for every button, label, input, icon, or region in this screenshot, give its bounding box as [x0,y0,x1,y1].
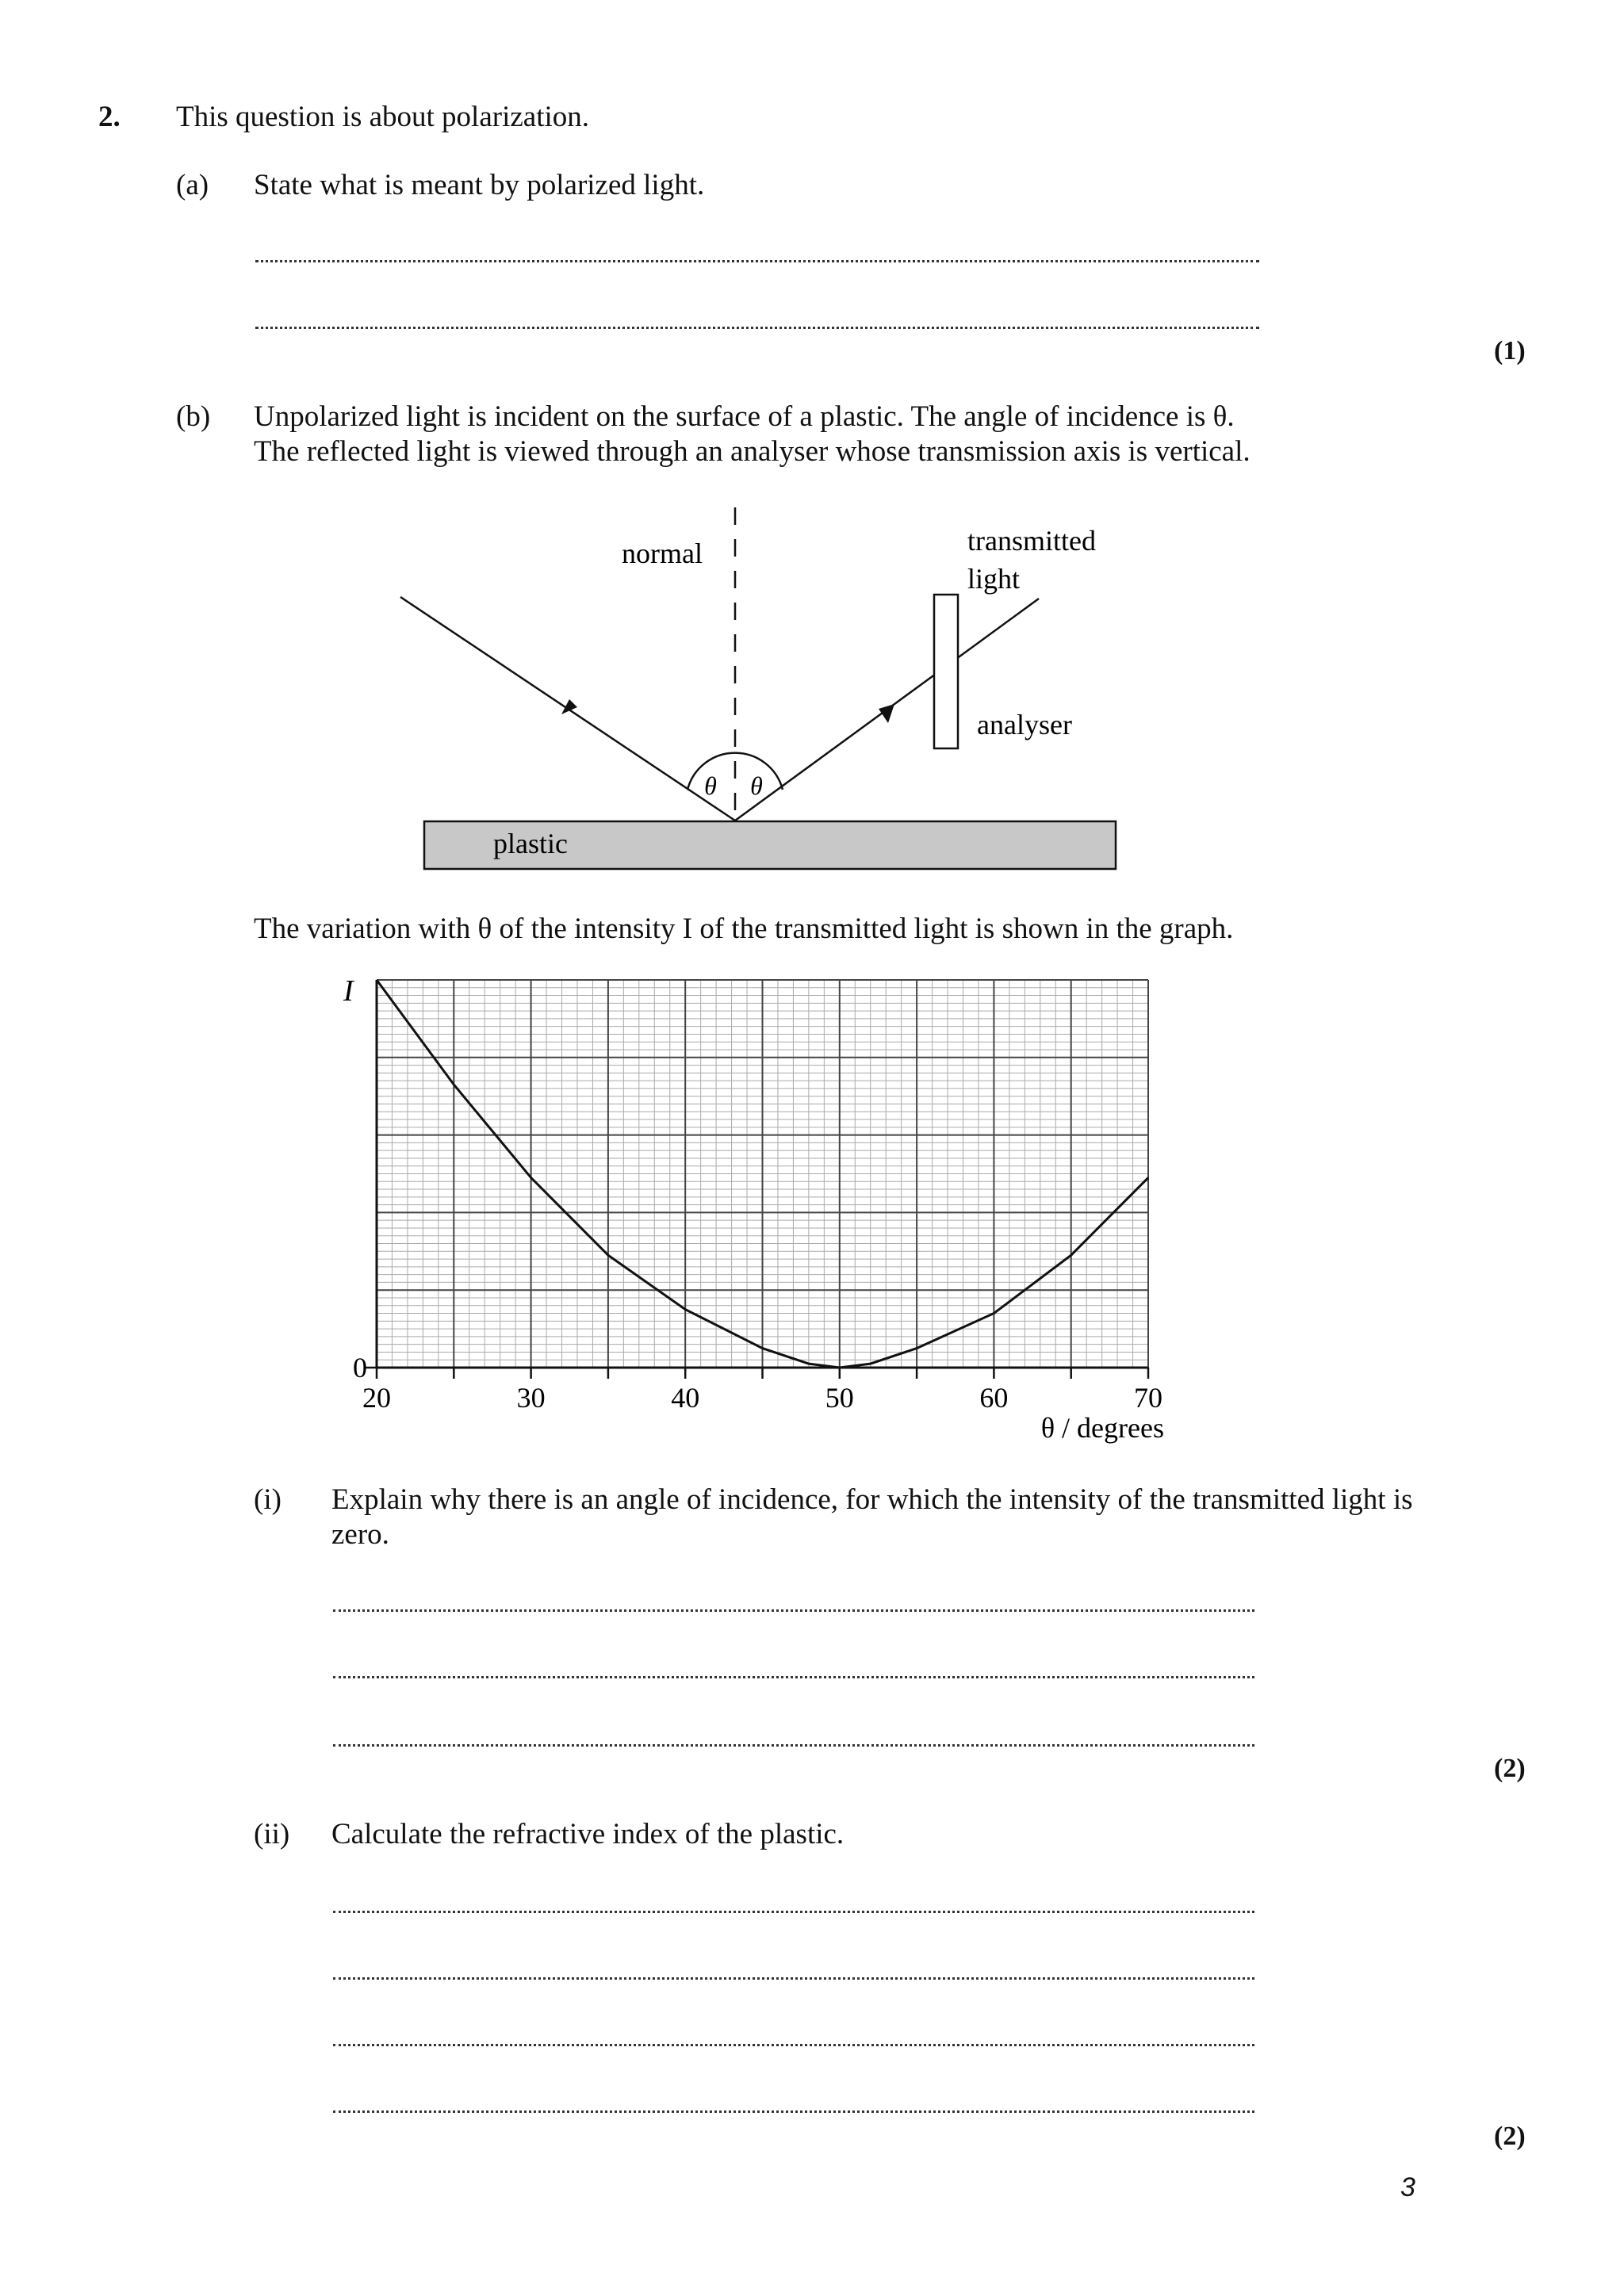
part-b-ii-marks: (2) [1494,2122,1526,2151]
answer-line-a2[interactable] [255,327,1259,329]
x-tick-label: 60 [979,1382,1009,1414]
answer-line-bi1[interactable] [333,1609,1254,1612]
part-a-marks: (1) [1494,336,1526,365]
answer-line-bii2[interactable] [333,1977,1254,1980]
part-b-ii-text: Calculate the refractive index of the plastic. [331,1818,845,1850]
x-tick-label: 40 [671,1382,700,1414]
part-b-i-line2: zero. [331,1518,389,1551]
analyser-plate [934,595,958,748]
intensity-graph [317,967,1189,1459]
part-a-text: State what is meant by polarized light. [254,169,705,201]
reflection-diagram [381,492,1158,880]
part-b-line1: Unpolarized light is incident on the surface of a plastic. The angle of incidence is θ. [254,400,1235,433]
part-a-label: (a) [176,169,209,201]
y-tick-label-0: 0 [353,1352,367,1383]
question-intro: This question is about polarization. [176,101,589,133]
part-b-i-label: (i) [254,1483,282,1516]
x-tick-label: 70 [1134,1382,1162,1414]
y-axis-label: I [343,974,354,1008]
x-tick-label: 30 [516,1382,546,1414]
answer-line-bi2[interactable] [333,1676,1254,1678]
x-tick-label: 20 [362,1382,391,1414]
transmitted-label-1: transmitted [967,525,1096,557]
normal-label: normal [622,538,703,569]
theta-right-label: θ [750,771,763,800]
answer-line-bii3[interactable] [333,2044,1254,2046]
analyser-label: analyser [977,709,1072,740]
transmitted-label-2: light [967,563,1021,595]
theta-left-label: θ [704,771,717,800]
x-tick-label: 50 [825,1382,854,1414]
page-number: 3 [1400,2172,1415,2202]
answer-line-bii1[interactable] [333,1911,1254,1913]
part-b-i-marks: (2) [1494,1754,1526,1783]
x-axis-label: θ / degrees [1040,1412,1164,1444]
question-number: 2. [98,101,121,133]
part-b-i-line1: Explain why there is an angle of incidence, for which the intensity of the transmitted light is [331,1483,1413,1516]
axis-ticks [366,1368,1148,1379]
answer-line-bi3[interactable] [333,1744,1254,1747]
graph-intro: The variation with θ of the intensity I of the transmitted light is shown in the graph. [254,913,1234,945]
plastic-label: plastic [493,828,568,859]
x-tick-labels [362,1382,1162,1414]
answer-line-bii4[interactable] [333,2110,1254,2113]
answer-line-a1[interactable] [255,260,1259,262]
part-b-ii-label: (ii) [254,1818,290,1850]
part-b-line2: The reflected light is viewed through an analyser whose transmission axis is vertical. [254,435,1251,468]
part-b-label: (b) [176,400,211,433]
